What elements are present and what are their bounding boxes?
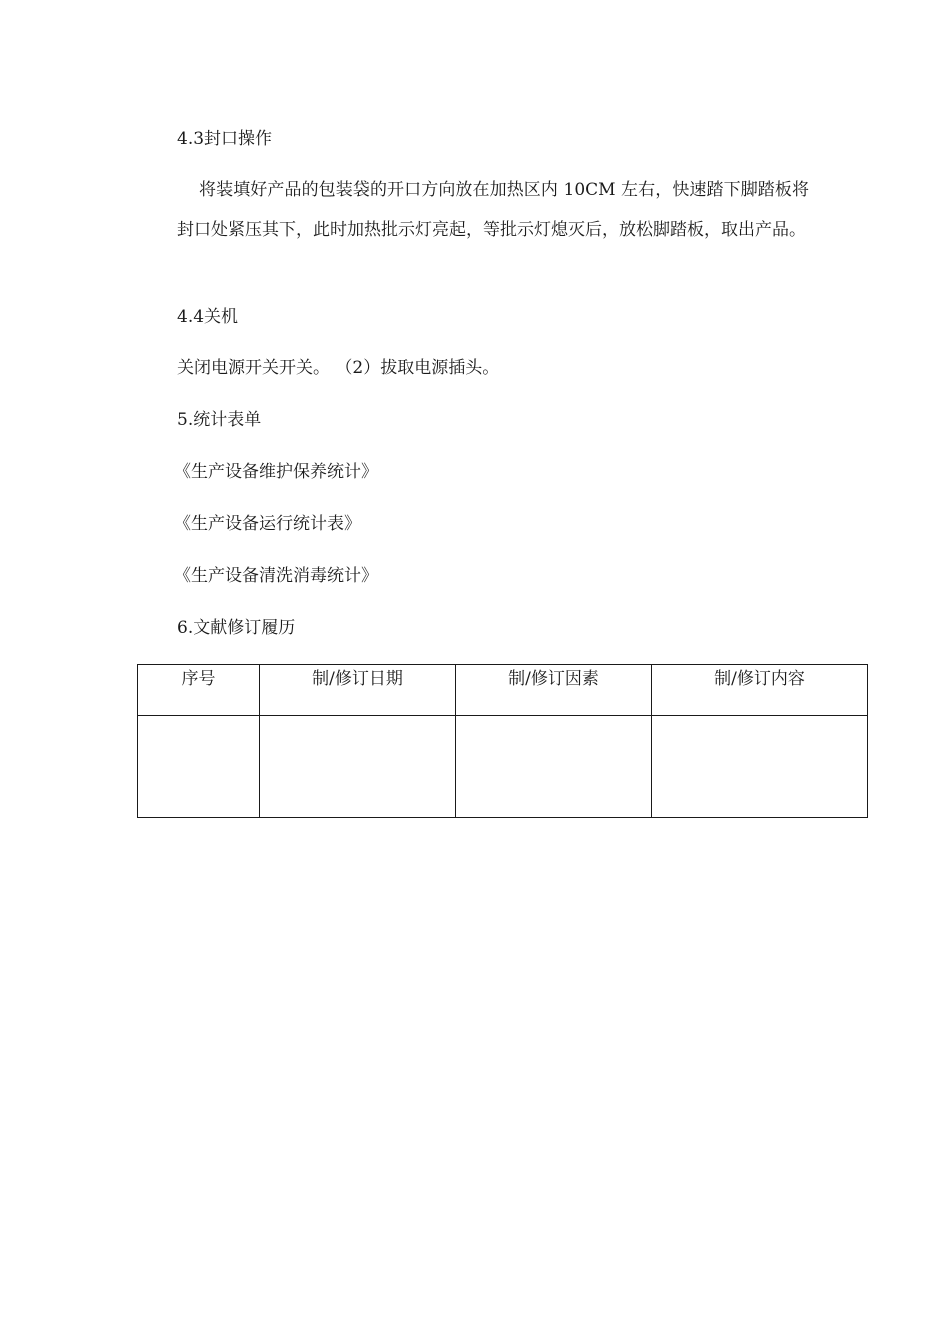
section-heading-4-3: 4.3封口操作 [177, 129, 273, 149]
header-revision-reason: 制/修订因素 [456, 665, 652, 716]
revision-history-table [137, 664, 868, 818]
form-name-cleaning: 《生产设备清洗消毒统计》 [174, 566, 378, 586]
header-revision-date: 制/修订日期 [260, 665, 456, 716]
section-heading-4-4: 4.4关机 [177, 307, 239, 327]
table-cell [260, 716, 456, 818]
header-serial-number: 序号 [138, 665, 260, 716]
form-name-maintenance: 《生产设备维护保养统计》 [174, 462, 378, 482]
section-heading-6: 6.文献修订履历 [177, 618, 296, 638]
table-cell [652, 716, 868, 818]
section-body-4-3: 将装填好产品的包装袋的开口方向放在加热区内 10CM 左右，快速踏下脚踏板将封口处紧压其下，此时加热批示灯亮起，等批示灯熄灭后，放松脚踏板，取出产品。 [177, 180, 809, 240]
header-revision-content: 制/修订内容 [652, 665, 868, 716]
table-cell [138, 716, 260, 818]
section-heading-5: 5.统计表单 [177, 410, 262, 430]
form-name-operation: 《生产设备运行统计表》 [174, 514, 361, 534]
table-header-row [138, 665, 868, 716]
table-row [138, 716, 868, 818]
table-cell [456, 716, 652, 818]
section-body-4-4: 关闭电源开关开关。 （2）拔取电源插头。 [177, 358, 500, 378]
